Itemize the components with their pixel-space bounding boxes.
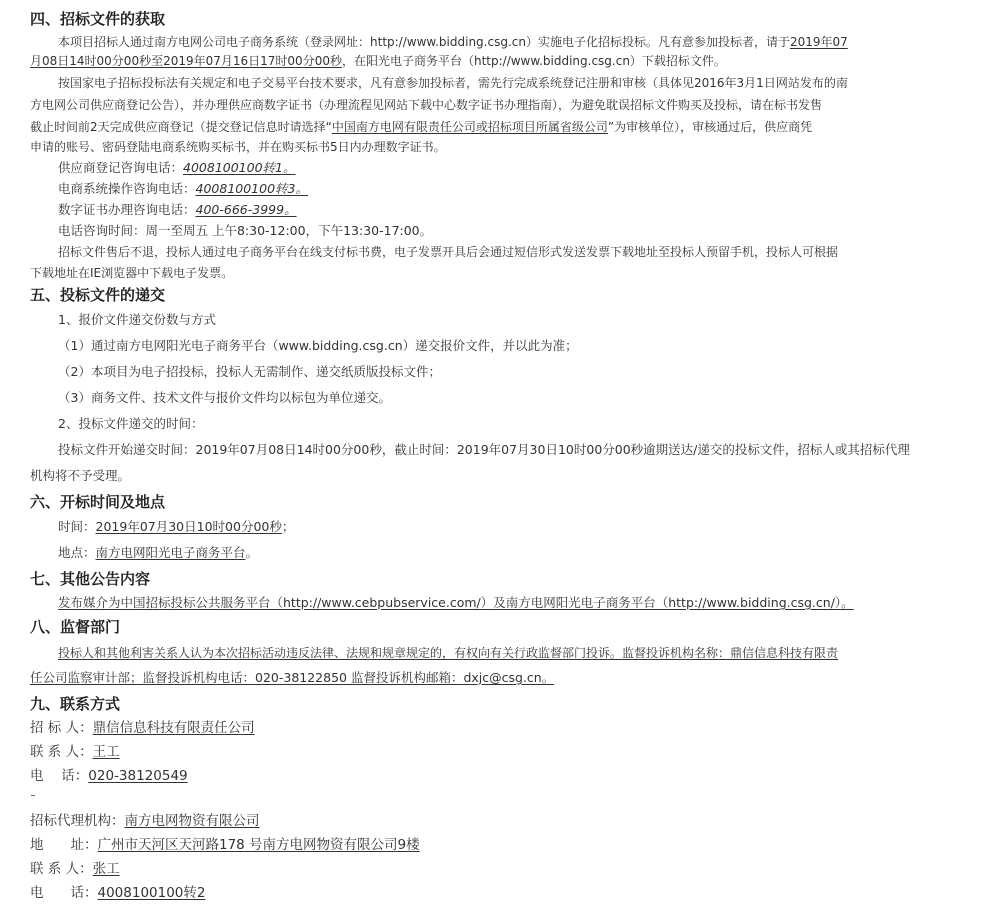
sec4-p3-line2: 下载地址在IE浏览器中下载电子发票。 — [30, 266, 234, 280]
sec4-p1-line2: 月08日14时00分00秒至2019年07月16日17时00分00秒，在阳光电子商务平台（http://www.bidding.csg.cn）下载招标文件。 — [30, 54, 726, 68]
publish-media: 发布媒介为中国招标投标公共服务平台（http://www.cebpubservice.com/）及南方电网阳光电子商务平台（http://www.bidding.csg.cn/）。 — [58, 595, 854, 610]
phone-row-ecommerce: 电商系统操作咨询电话：4008100100转3。 — [58, 181, 308, 196]
sec5-line1: 1、报价文件递交份数与方式 — [58, 312, 216, 327]
opening-time: 时间：2019年07月30日10时00分00秒； — [58, 519, 295, 534]
sec5-line2: （1）通过南方电网阳光电子商务平台（www.bidding.csg.cn）递交报价文件，并以此为准； — [58, 338, 578, 353]
sec4-p2-line1: 按国家电子招标投标法有关规定和电子交易平台技术要求，凡有意参加投标者，需先行完成系统登记注册和审核（具体见2016年3月1日网站发布的南 — [58, 76, 848, 90]
section-7-heading: 七、其他公告内容 — [30, 570, 151, 588]
sec4-p1-line1: 本项目招标人通过南方电网公司电子商务系统（登录网址：http://www.bidding.csg.cn）实施电子化招标投标。凡有意参加投标者，请于2019年07 — [58, 35, 848, 49]
section-5-heading: 五、投标文件的递交 — [30, 286, 166, 304]
contact-value: 南方电网物资有限公司 — [124, 813, 260, 829]
separator-mark — [31, 795, 35, 796]
sec4-p3-line1: 招标文件售后不退，投标人通过电子商务平台在线支付标书费，电子发票开具后会通过短信形式发送发票下载地址至投标人预留手机，投标人可根据 — [58, 245, 839, 259]
section-9-heading: 九、联系方式 — [30, 695, 121, 713]
contact-agency-phone: 电 话：4008100100转2 — [30, 885, 206, 901]
section-6-heading: 六、开标时间及地点 — [30, 493, 166, 511]
phone-row-registration: 供应商登记咨询电话：4008100100转1。 — [58, 160, 296, 175]
sec5-line4: （3）商务文件、技术文件与报价文件均以标包为单位递交。 — [58, 390, 391, 405]
phone-row-certificate: 数字证书办理咨询电话：400-666-3999。 — [58, 202, 297, 217]
sec5-line7: 机构将不予受理。 — [30, 468, 131, 483]
contact-value: 4008100100转2 — [97, 885, 206, 901]
contact-value: 王工 — [92, 744, 120, 760]
sec4-p2-line4: 申请的账号、密码登陆电商系统购买标书，并在购买标书5日内办理数字证书。 — [30, 140, 446, 154]
sec5-line5: 2、投标文件递交的时间： — [58, 416, 204, 431]
contact-value: 张工 — [92, 861, 120, 877]
review-unit-link: 中国南方电网有限责任公司或招标项目所属省级公司 — [331, 120, 608, 134]
contact-tenderer: 招 标 人：鼎信信息科技有限责任公司 — [30, 720, 255, 736]
sec4-p2-line2: 方电网公司供应商登记公告），并办理供应商数字证书（办理流程见网站下载中心数字证书办理指南），为避免耽误招标文件购买及投标，请在标书发售 — [30, 98, 823, 112]
supervision-line2: 任公司监察审计部；监督投诉机构电话：020-38122850 监督投诉机构邮箱：dxjc@csg.cn。 — [30, 670, 555, 685]
section-8-heading: 八、监督部门 — [30, 618, 121, 636]
sec5-line6: 投标文件开始递交时间：2019年07月08日14时00分00秒，截止时间：2019年07月30日10时00分00秒逾期送达/递交的投标文件，招标人或其招标代理 — [58, 442, 910, 457]
contact-value: 广州市天河区天河路178 号南方电网物资有限公司9楼 — [97, 837, 420, 853]
sec5-line3: （2）本项目为电子招投标，投标人无需制作、递交纸质版投标文件； — [58, 364, 441, 379]
opening-place-value: 南方电网阳光电子商务平台 — [95, 545, 246, 560]
sale-period: 月08日14时00分00秒至2019年07月16日17时00分00秒 — [30, 54, 342, 68]
phone-value: 4008100100转3。 — [195, 181, 308, 196]
contact-value: 020-38120549 — [88, 768, 188, 784]
contact-address: 地 址：广州市天河区天河路178 号南方电网物资有限公司9楼 — [30, 837, 420, 853]
opening-time-value: 2019年07月30日10时00分00秒 — [95, 519, 282, 534]
supervision-line1: 投标人和其他利害关系人认为本次招标活动违反法律、法规和规章规定的，有权向有关行政监督部门投诉。监督投诉机构名称：鼎信信息科技有限责 — [58, 646, 839, 660]
consult-hours: 电话咨询时间：周一至周五 上午8:30-12:00，下午13:30-17:00。 — [58, 223, 433, 238]
sec4-p2-line3: 截止时间前2天完成供应商登记（提交登记信息时请选择“中国南方电网有限责任公司或招标项目所属省级公司”为审核单位），审核通过后，供应商凭 — [30, 120, 813, 134]
contact-value: 鼎信信息科技有限责任公司 — [92, 720, 255, 736]
sale-start-date: 2019年07 — [789, 35, 848, 49]
contact-agency-person: 联 系 人：张工 — [30, 861, 120, 877]
contact-person: 联 系 人：王工 — [30, 744, 120, 760]
section-4-heading: 四、招标文件的获取 — [30, 10, 166, 28]
contact-phone: 电 话：020-38120549 — [30, 768, 188, 784]
phone-value: 400-666-3999。 — [195, 202, 297, 217]
contact-agency: 招标代理机构：南方电网物资有限公司 — [30, 813, 260, 829]
opening-place: 地点：南方电网阳光电子商务平台。 — [58, 545, 259, 560]
phone-value: 4008100100转1。 — [183, 160, 296, 175]
